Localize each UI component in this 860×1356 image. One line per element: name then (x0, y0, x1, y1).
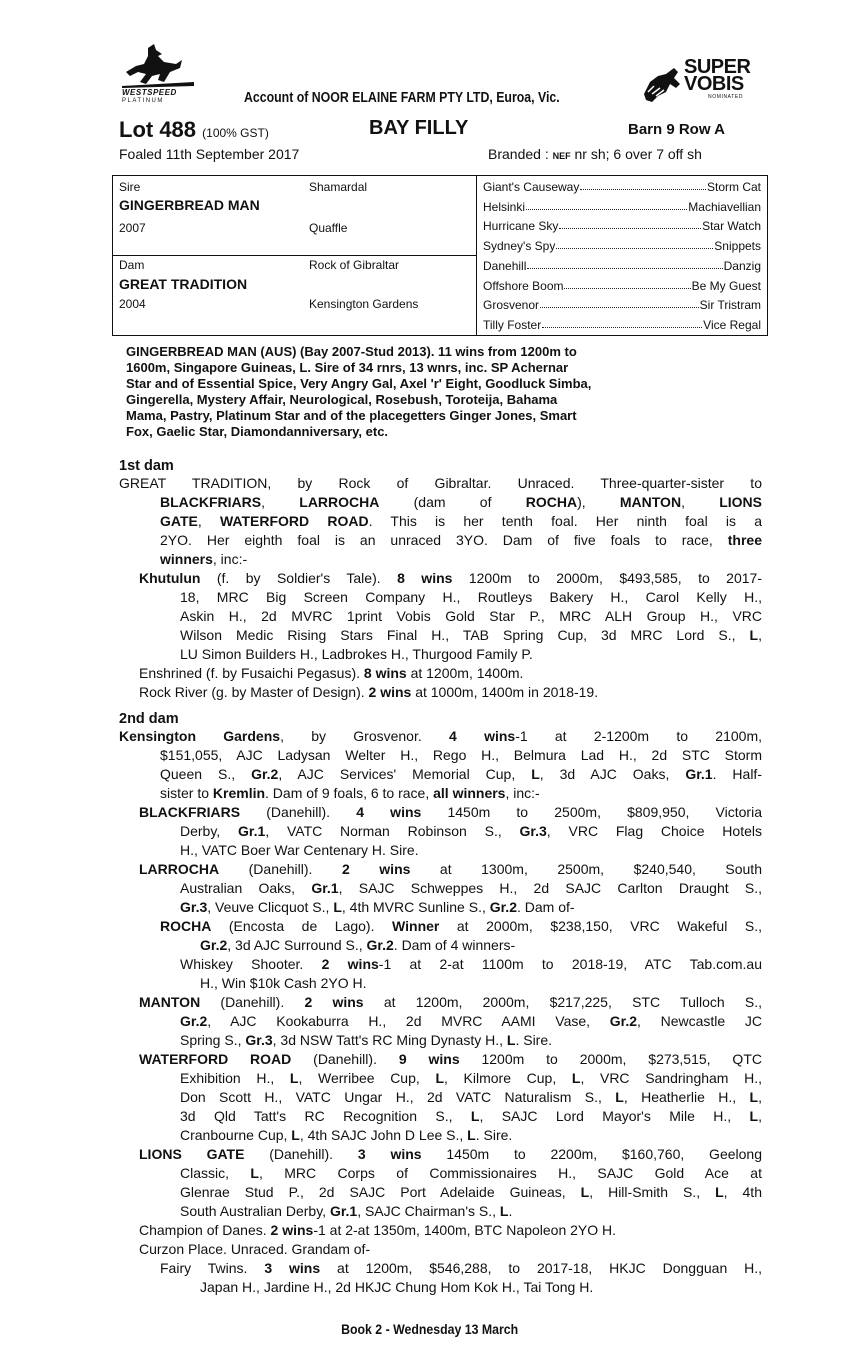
text-line: Kensington Gardens, by Grosvenor. 4 wins-1 at 2-1200m to 2100m, (119, 728, 762, 744)
grandparent-row (483, 259, 761, 273)
account-line: Account of NOOR ELAINE FARM PTY LTD, Euroa, Vic. (244, 90, 560, 106)
text-line: Fairy Twins. 3 wins at 1200m, $546,288, to 2017-18, HKJC Dongguan H., (160, 1260, 763, 1276)
grandparent-name: Sydney's Spy (483, 239, 556, 254)
text-line: Enshrined (f. by Fusaichi Pegasus). 8 wins at 1200m, 1400m. (139, 665, 524, 681)
text-line: Wilson Medic Rising Stars Final H., TAB Spring Cup, 3d MRC Lord S., L, (180, 627, 762, 643)
gst-note: (100% GST) (202, 126, 269, 140)
grandparent-sire: Snippets (714, 239, 761, 254)
text-line: Derby, Gr.1, VATC Norman Robinson S., Gr.3, VRC Flag Choice Hotels (180, 823, 762, 839)
dam-name: GREAT TRADITION (119, 276, 248, 292)
second-dam-heading: 2nd dam (119, 711, 179, 727)
grandparent-sire: Storm Cat (706, 180, 761, 194)
grandparent-name: Offshore Boom (483, 278, 564, 293)
barn-location: Barn 9 Row A (628, 121, 725, 138)
sire-summary-line: Gingerella, Mystery Affair, Neurological, Rosebush, Toroteija, Bahama (126, 392, 558, 407)
sire-year: 2007 (119, 221, 146, 235)
grandparent-row (483, 298, 761, 312)
text-line: H., VATC Boer War Centenary H. Sire. (180, 842, 419, 858)
grandparent-sire: Danzig (723, 258, 761, 273)
dam-dam: Kensington Gardens (309, 297, 419, 311)
text-line: ROCHA (Encosta de Lago). Winner at 2000m, $238,150, VRC Wakeful S., (160, 918, 762, 934)
grandparent-sire: Sir Tristram (699, 298, 761, 313)
westspeed-logo-sub: PLATINUM (122, 98, 164, 104)
text-line: Spring S., Gr.3, 3d NSW Tatt's RC Ming Dynasty H., L. Sire. (180, 1032, 553, 1048)
grandparent-name: Danehill (483, 258, 527, 273)
text-line: Gr.2, 3d AJC Surround S., Gr.2. Dam of 4 winners- (200, 937, 516, 953)
text-line: GATE, WATERFORD ROAD. This is her tenth foal. Her ninth foal is a (160, 513, 762, 529)
westspeed-logo-text: WESTSPEED (122, 88, 177, 97)
text-line: 3d Qld Tatt's RC Recognition S., L, SAJC Lord Mayor's Mile H., L, (180, 1108, 762, 1124)
text-line: 2YO. Her eighth foal is an unraced 3YO. Dam of five foals to race, three (160, 532, 762, 548)
super-vobis-line2: VOBIS (684, 73, 744, 95)
dam-year: 2004 (119, 297, 146, 311)
text-line: Askin H., 2d MVRC 1print Vobis Gold Star P., MRC ALH Group H., VRC (180, 608, 762, 624)
page-footer: Book 2 - Wednesday 13 March (341, 1321, 519, 1337)
sire-summary-line: GINGERBREAD MAN (AUS) (Bay 2007-Stud 2013). 11 wins from 1200m to (126, 344, 577, 359)
text-line: Whiskey Shooter. 2 wins-1 at 2-at 1100m to 2018-19, ATC Tab.com.au (180, 956, 763, 972)
sire-name: GINGERBREAD MAN (119, 197, 260, 213)
text-line: GREAT TRADITION, by Rock of Gibraltar. Unraced. Three-quarter-sister to (119, 475, 762, 491)
grandparent-sire: Be My Guest (691, 278, 761, 293)
text-line: Japan H., Jardine H., 2d HKJC Chung Hom Kok H., Tai Tong H. (200, 1279, 594, 1295)
text-line: Don Scott H., VATC Ungar H., 2d VATC Naturalism S., L, Heatherlie H., L, (180, 1089, 762, 1105)
grandparent-name: Tilly Foster (483, 317, 542, 332)
text-line: Glenrae Stud P., 2d SAJC Port Adelaide Guineas, L, Hill-Smith S., L, 4th (180, 1184, 762, 1200)
text-line: $151,055, AJC Ladysan Welter H., Rego H., Belmura Lad H., 2d STC Storm (160, 747, 762, 763)
text-line: Gr.3, Veuve Clicquot S., L, 4th MVRC Sunline S., Gr.2. Dam of- (180, 899, 575, 915)
grandparent-name: Helsinki (483, 199, 526, 214)
grandparent-name: Giant's Causeway (483, 180, 580, 194)
text-line: Cranbourne Cup, L, 4th SAJC John D Lee S., L. Sire. (180, 1127, 513, 1143)
text-line: LU Simon Builders H., Ladbrokes H., Thurgood Family P. (180, 646, 533, 662)
text-line: Champion of Danes. 2 wins-1 at 2-at 1350m, 1400m, BTC Napoleon 2YO H. (139, 1222, 617, 1238)
super-vobis-line1: SUPER (684, 56, 751, 78)
westspeed-logo (118, 42, 198, 108)
sire-summary-line: 1600m, Singapore Guineas, L. Sire of 34 rnrs, 13 wnrs, inc. SP Achernar (126, 360, 569, 375)
grandparent-row (483, 219, 761, 233)
westspeed-horse-icon (118, 42, 198, 88)
text-line: H., Win $10k Cash 2YO H. (200, 975, 367, 991)
sire-summary-line: Fox, Gaelic Star, Diamondanniversary, etc. (126, 424, 389, 439)
grandparent-row (483, 318, 761, 332)
super-vobis-sub: NOMINATED (708, 94, 744, 100)
text-line: Curzon Place. Unraced. Grandam of- (139, 1241, 371, 1257)
sire-summary-line: Star and of Essential Spice, Very Angry Gal, Axel 'r' Eight, Goodluck Simba, (126, 376, 592, 391)
first-dam-heading: 1st dam (119, 458, 174, 474)
text-line: BLACKFRIARS (Danehill). 4 wins 1450m to 2500m, $809,950, Victoria (139, 804, 762, 820)
grandparent-sire: Star Watch (702, 219, 761, 234)
lot-title: BAY FILLY (369, 117, 469, 139)
grandparent-row (483, 279, 761, 293)
dam-sire: Rock of Gibraltar (309, 258, 400, 272)
text-line: winners, inc:- (160, 551, 248, 567)
grandparent-name: Hurricane Sky (483, 219, 559, 234)
grandparent-row (483, 180, 761, 194)
dam-label: Dam (119, 258, 145, 272)
text-line: South Australian Derby, Gr.1, SAJC Chairman's S., L. (180, 1203, 513, 1219)
text-line: WATERFORD ROAD (Danehill). 9 wins 1200m to 2000m, $273,515, QTC (139, 1051, 762, 1067)
text-line: LIONS GATE (Danehill). 3 wins 1450m to 2200m, $160,760, Geelong (139, 1146, 762, 1162)
text-line: Queen S., Gr.2, AJC Services' Memorial Cup, L, 3d AJC Oaks, Gr.1. Half- (160, 766, 762, 782)
sire-summary-line: Mama, Pastry, Platinum Star and of the placegetters Ginger Jones, Smart (126, 408, 577, 423)
text-line: 18, MRC Big Screen Company H., Routleys Bakery H., Carol Kelly H., (180, 589, 762, 605)
text-line: Classic, L, MRC Corps of Commissionaires H., SAJC Gold Ace at (180, 1165, 762, 1181)
brand-mark: NEF (552, 151, 571, 161)
sire-summary (126, 344, 766, 440)
brand-description: Branded : NEF nr sh; 6 over 7 off sh (488, 146, 702, 162)
text-line: LARROCHA (Danehill). 2 wins at 1300m, 2500m, $240,540, South (139, 861, 762, 877)
grandparent-sire: Vice Regal (703, 317, 761, 332)
sire-dam: Quaffle (309, 221, 348, 235)
super-vobis-horse-icon (640, 64, 686, 106)
text-line: Rock River (g. by Master of Design). 2 wins at 1000m, 1400m in 2018-19. (139, 684, 599, 700)
text-line: Exhibition H., L, Werribee Cup, L, Kilmore Cup, L, VRC Sandringham H., (180, 1070, 763, 1086)
grandparent-sire: Machiavellian (688, 199, 761, 214)
text-line: Khutulun (f. by Soldier's Tale). 8 wins 1200m to 2000m, $493,585, to 2017- (139, 570, 762, 586)
super-vobis-logo (640, 58, 770, 108)
lot-number: Lot 488 (100% GST) (119, 117, 269, 142)
text-line: sister to Kremlin. Dam of 9 foals, 6 to race, all winners, inc:- (160, 785, 540, 801)
text-line: Australian Oaks, Gr.1, SAJC Schweppes H., 2d SAJC Carlton Draught S., (180, 880, 762, 896)
text-line: MANTON (Danehill). 2 wins at 1200m, 2000m, $217,225, STC Tulloch S., (139, 994, 762, 1010)
grandparent-row (483, 239, 761, 253)
text-line: BLACKFRIARS, LARROCHA (dam of ROCHA), MANTON, LIONS (160, 494, 762, 510)
text-line: Gr.2, AJC Kookaburra H., 2d MVRC AAMI Vase, Gr.2, Newcastle JC (180, 1013, 762, 1029)
foaled-date: Foaled 11th September 2017 (119, 146, 300, 162)
grandparent-name: Grosvenor (483, 298, 540, 313)
sire-sire: Shamardal (309, 180, 368, 194)
grandparent-row (483, 200, 761, 214)
sire-label: Sire (119, 180, 141, 194)
